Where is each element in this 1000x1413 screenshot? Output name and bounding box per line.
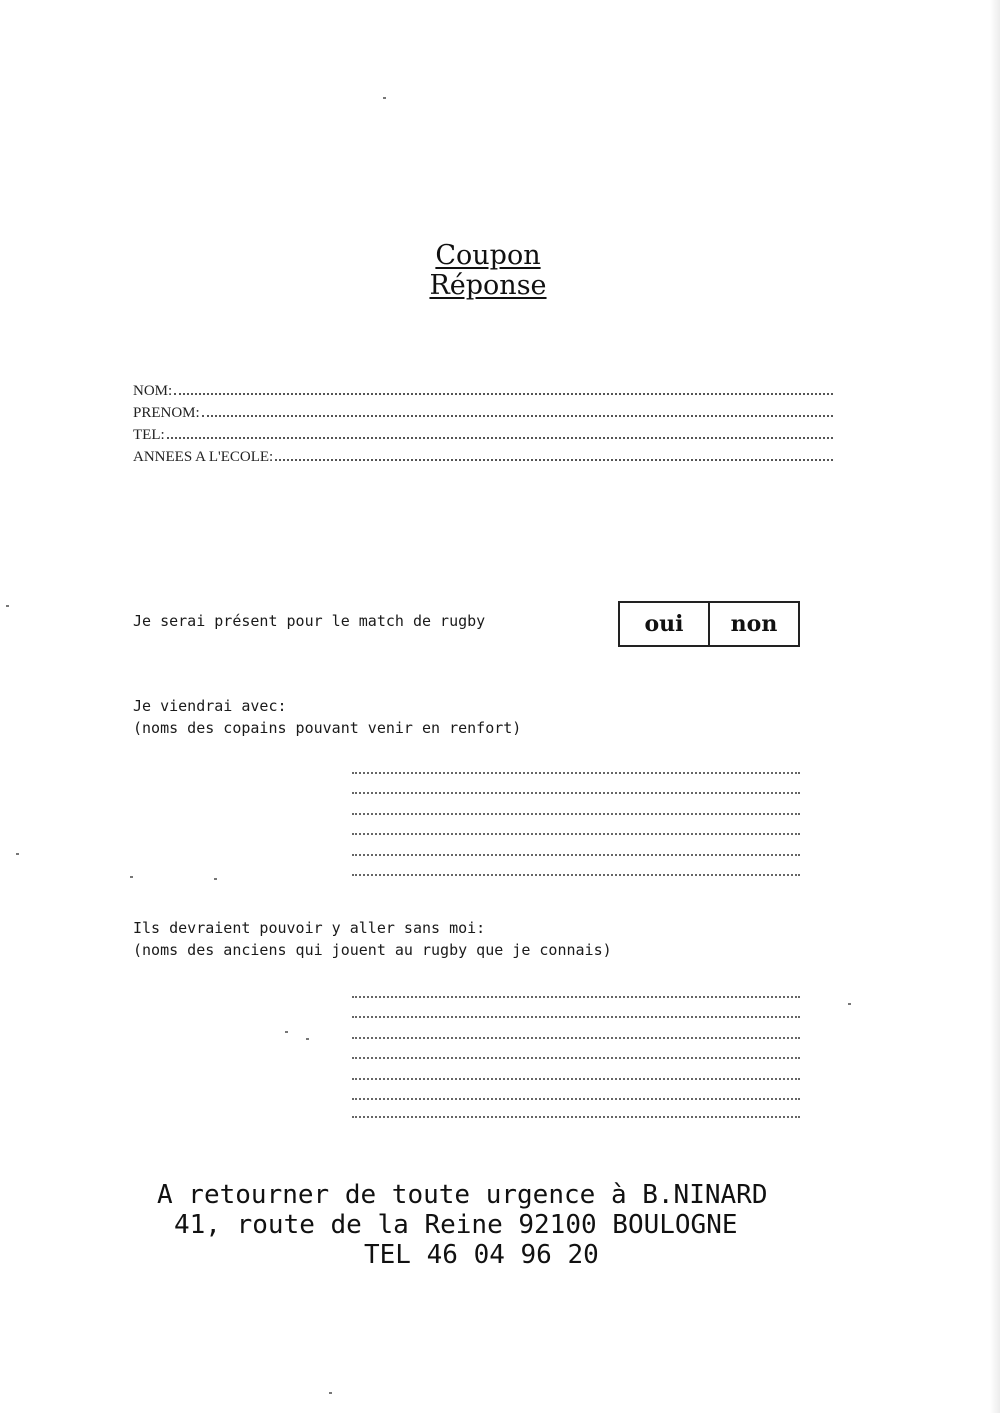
scan-speck xyxy=(6,605,9,607)
match-question: Je serai présent pour le match de rugby xyxy=(133,612,486,630)
annees-dotted-line xyxy=(275,447,833,461)
alumni-line-3[interactable] xyxy=(352,1037,800,1039)
prenom-field[interactable] xyxy=(133,403,833,425)
companions-subheading: (noms des copains pouvant venir en renfort) xyxy=(133,719,522,737)
companions-heading: Je viendrai avec: xyxy=(133,697,287,715)
companion-line-2[interactable] xyxy=(352,792,800,794)
page-title-line1: Coupon xyxy=(435,240,541,271)
companion-line-4[interactable] xyxy=(352,833,800,835)
nom-field[interactable] xyxy=(133,381,833,403)
oui-option[interactable]: oui xyxy=(644,611,684,637)
scan-speck xyxy=(214,878,217,880)
scan-speck xyxy=(848,1003,851,1005)
alumni-line-5[interactable] xyxy=(352,1078,800,1080)
alumni-line-6[interactable] xyxy=(352,1098,800,1100)
nom-dotted-line xyxy=(174,381,833,395)
footer-address-line: 41, route de la Reine 92100 BOULOGNE xyxy=(174,1210,738,1240)
tel-label: TEL: xyxy=(133,427,165,443)
annees-label: ANNEES A L'ECOLE: xyxy=(133,449,274,465)
scan-speck xyxy=(329,1392,332,1394)
alumni-line-7[interactable] xyxy=(352,1116,800,1118)
alumni-heading: Ils devraient pouvoir y aller sans moi: xyxy=(133,919,486,937)
non-option[interactable]: non xyxy=(708,603,798,645)
companion-line-5[interactable] xyxy=(352,854,800,856)
alumni-line-4[interactable] xyxy=(352,1057,800,1059)
prenom-label: PRENOM: xyxy=(133,405,200,421)
tel-dotted-line xyxy=(167,425,833,439)
scan-speck xyxy=(306,1038,309,1040)
nom-label: NOM: xyxy=(133,383,173,399)
tel-field[interactable] xyxy=(133,425,833,447)
page-title-line2: Réponse xyxy=(429,270,547,301)
footer-return-line: A retourner de toute urgence à B.NINARD xyxy=(157,1180,768,1210)
footer-phone-line: TEL 46 04 96 20 xyxy=(364,1240,599,1270)
companion-line-1[interactable] xyxy=(352,772,800,774)
oui-non-box xyxy=(618,601,800,647)
alumni-subheading: (noms des anciens qui jouent au rugby que je connais) xyxy=(133,941,612,959)
page-edge-shadow xyxy=(990,0,1000,1413)
scan-speck xyxy=(285,1031,288,1033)
alumni-line-2[interactable] xyxy=(352,1016,800,1018)
alumni-line-1[interactable] xyxy=(352,996,800,998)
scan-speck xyxy=(130,876,133,878)
prenom-dotted-line xyxy=(202,403,833,417)
annees-field[interactable] xyxy=(133,447,833,469)
scan-speck xyxy=(16,853,19,855)
companion-line-6[interactable] xyxy=(352,874,800,876)
scan-speck xyxy=(383,97,386,99)
companion-line-3[interactable] xyxy=(352,813,800,815)
